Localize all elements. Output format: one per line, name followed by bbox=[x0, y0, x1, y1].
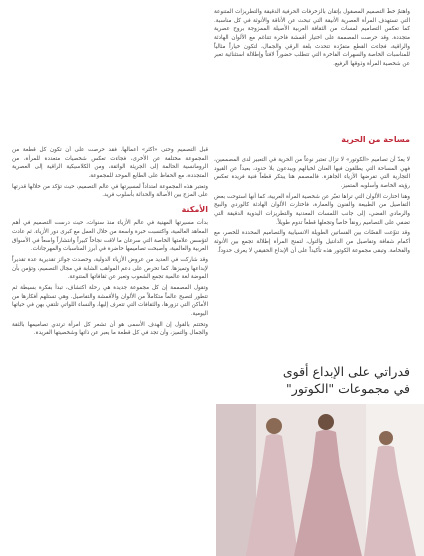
places-paragraph: وتقول المصممة إن كل مجموعة جديدة هي رحلة اكتشاف، تبدأ بفكرة بسيطة ثم تتطور لتصبح عالماً متكاملاً من الألوان والأقمشة والتفاصيل. وهي تستلهم أفكارها من الأماكن التي تزورها، والثقافات التي تتعرف إليها، والنساء اللواتي تلتقي بهن في حياتها اليومية. bbox=[12, 284, 208, 317]
gowns-photo bbox=[216, 404, 424, 556]
places-paragraph: وتختتم بالقول إن الهدف الأسمى هو أن تشعر كل امرأة ترتدي تصاميمها بالثقة والجمال والتميز، وأن تجد في كل قطعة ما يعبر عن ذاتها وشخصيتها الفريدة. bbox=[12, 321, 208, 337]
freedom-paragraph: وهنا اختارت الألوان التي تراها تعبّر عن شخصية المرأة العربية، كما أنها استوحت بعض التفاصيل من الطبيعة والفنون والعمارة، فاختارت الألوان الهادئة كالوردي والبيج والرمادي الفضي، إلى جانب اللمسات المعدنية والتطريزات اليدوية الدقيقة التي تضفي على التصاميم رونقاً خاصاً وتجعلها قطعاً تدوم طويلاً. bbox=[214, 193, 410, 226]
places-paragraph: وقد شاركت في العديد من عروض الأزياء الدولية، وحصدت جوائز تقديرية عدة تقديراً لإبداعها وتميزها. كما تحرص على دعم المواهب الشابة في مجال التصميم، وتؤمن بأن الموضة لغة عالمية تجمع الشعوب وتعبر عن ثقافاتها المتنوعة. bbox=[12, 256, 208, 281]
pull-quote-line: في مجموعات "الكوتور" bbox=[286, 380, 410, 396]
freedom-column bbox=[214, 146, 410, 380]
freedom-paragraph: وقد تنوّعت القصّات بين الفساتين الطويلة الانسيابية والتصاميم المحددة للخصر، مع أكمام شفافة وتفاصيل من الدانتيل والتول، لتمنح المرأة إطلالة تجمع بين الأنوثة والفخامة. وتبقى مجموعة الكوتور هذه تأكيداً على أن الإبداع الحقيقي لا يعرف حدوداً. bbox=[214, 230, 410, 254]
left-paragraph: وتعتبر هذه المجموعة امتداداً لمسيرتها في عالم التصميم، حيث تؤكد من خلالها قدرتها على المزج بين الأصالة والحداثة بأسلوب فريد. bbox=[12, 183, 208, 199]
section-heading-freedom: مساحة من الحرية bbox=[341, 135, 410, 144]
bridal-gowns-photo-icon bbox=[216, 404, 424, 556]
pull-quote-line: فدراتي على الإبداع أقوى bbox=[282, 364, 410, 379]
pull-quote bbox=[226, 364, 410, 398]
left-column bbox=[12, 146, 208, 554]
left-paragraph: قبل التصميم وحتى «أكثر» أعمالها. فقد حرصت على أن تكون كل قطعة من المجموعة مختلفة عن الأخرى، فجاءت تعكس شخصيات متعددة للمرأة، من الرومانسية الحالمة إلى الجريئة الواثقة، ومن الكلاسيكية الراقية إلى العصرية المتجددة، مع الحفاظ على الطابع الموحد للمجموعة. bbox=[12, 147, 208, 179]
places-paragraph: بدأت مسيرتها المهنية في عالم الأزياء منذ سنوات، حيث درست التصميم في أهم المعاهد العالمية، واكتسبت خبرة واسعة من خلال العمل مع كبرى دور الأزياء. ثم عادت لتؤسس علامتها الخاصة التي سرعان ما لاقت نجاحاً كبيراً وانتشاراً واسعاً في الأسواق العربية والعالمية، وأصبحت تصاميمها حاضرة في أبرز المناسبات والمهرجانات. bbox=[12, 220, 208, 253]
freedom-paragraph: لا يعدّ أن تصاميم «الكوتور» لا تزال تعتبر نوعاً من الحرية في التعبير لدى المصممين، فهي المساحة التي يطلقون فيها العنان لخيالهم ويبدعون بلا حدود، بعيداً عن القيود التجارية التي تفرضها الأزياء الجاهزة. فالمصمم هنا يبتكر قطعاً فنية فريدة تعكس رؤيته الخاصة وأسلوبه المتميز. bbox=[214, 157, 410, 189]
intro-column bbox=[214, 8, 410, 150]
section-heading-places: الأمكنة bbox=[181, 204, 208, 214]
intro-paragraph: واهتمّ خطّ التصميم المصقول بإتقان بالزخرفات الحرفية الدقيقة والتطريزات المتنوعة التي تستهدف المرأة العصرية الأنيقة التي تبحث عن الأناقة والأنوثة في كل مناسبة. كما تعكس التصاميم لمسات من الثقافة العربية الأصيلة الممزوجة بروح عصرية متجددة. وقد حرصت المصممة على اختيار أقمشة فاخرة تتناغم مع الألوان الهادئة والراقية، فجاءت القطع متفرّدة تتحدث بلغة الرقي والجمال، لتكون خياراً مثالياً للمناسبات الخاصة والسهرات الفاخرة التي تتطلب حضوراً لافتاً وإطلالة استثنائية تعبر عن شخصية المرأة وذوقها الرفيع. bbox=[214, 9, 410, 67]
